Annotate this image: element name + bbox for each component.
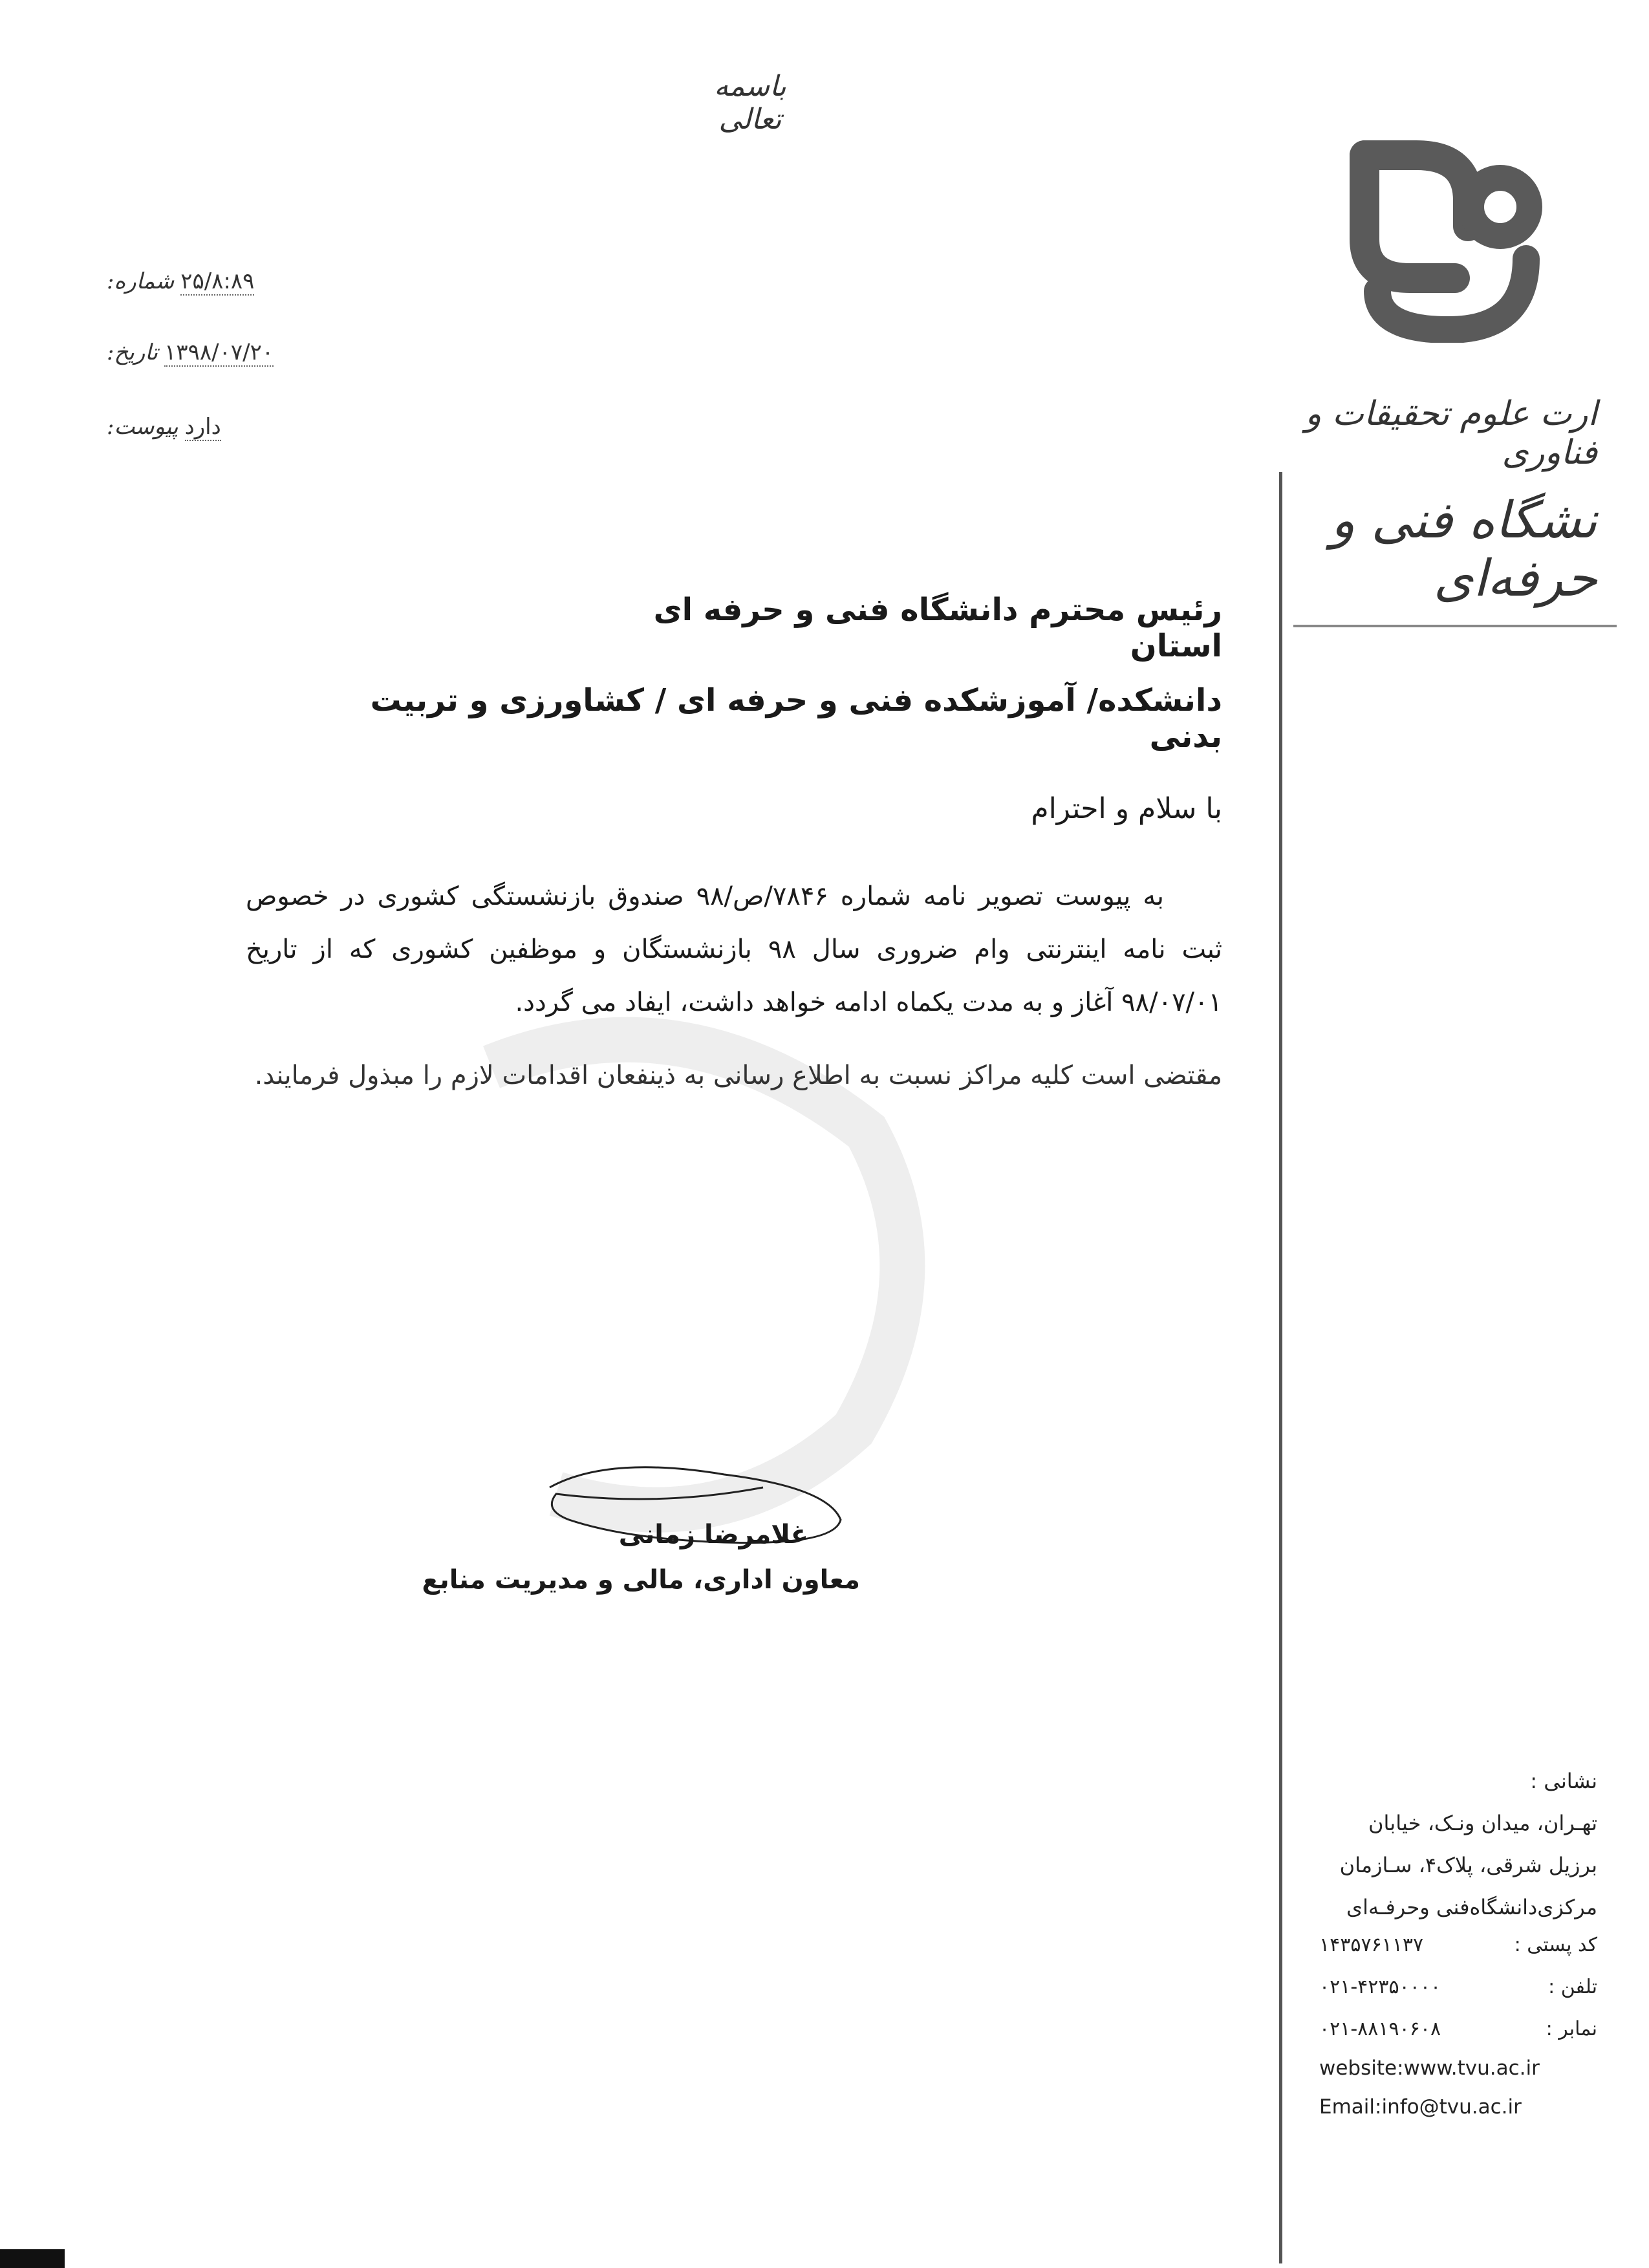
email-text: Email:info@tvu.ac.ir — [1319, 2095, 1522, 2119]
fax-row — [1319, 2018, 1597, 2040]
letter-body-paragraph: به پیوست تصویر نامه شماره ۷۸۴۶/ص/۹۸ صندوق بازنشستگی کشوری در خصوص ثبت نامه اینترنتی وام ضروری سال ۹۸ بازنشستگان و موظفین کشوری که از تاریخ ۹۸/۰۷/۰۱ آغاز و به مدت یکماه ادامه خواهد داشت، ایفاد می گردد. — [246, 881, 1222, 1017]
recipient-line-1: رئیس محترم دانشگاه فنی و حرفه ای استان — [653, 592, 1222, 664]
footer-stamp — [0, 2249, 65, 2268]
letter-closing: مقتضی است کلیه مراکز نسبت به اطلاع رسانی به ذینفعان اقدامات لازم را مبذول فرمایند. — [254, 1061, 1222, 1090]
org-university-line: نشگاه فنی و حرفه‌ای — [1330, 491, 1597, 608]
fax-value: ۰۲۱-۸۸۱۹۰۶۰۸ — [1319, 2018, 1441, 2040]
address-line-3: مرکزی‌دانشگاه‌فنی وحرفـه‌ای — [1346, 1895, 1597, 1919]
address-line-2: برزیل شرقی، پلاک۴، سـازمان — [1339, 1853, 1597, 1877]
letter-attachment-value: دارد — [184, 414, 221, 440]
fax-label: نمابر : — [1546, 2018, 1597, 2040]
letter-number-label: شماره: — [107, 268, 175, 294]
postal-code-value: ۱۴۳۵۷۶۱۱۳۷ — [1319, 1934, 1424, 1956]
signatory-name: غلامرضا زمانی — [618, 1520, 808, 1550]
bismillah: باسمه تعالی — [714, 70, 786, 136]
website-text: website:www.tvu.ac.ir — [1319, 2057, 1540, 2080]
letter-body — [246, 870, 1222, 1029]
letter-date-row — [107, 340, 301, 367]
address-line-1: تهـران، میدان ونـک، خیابان — [1368, 1811, 1597, 1835]
letter-number-value: ۲۵/۸:۸۹ — [180, 268, 255, 294]
address-label: نشانی : — [1530, 1769, 1597, 1793]
sidebar-divider — [1293, 625, 1617, 627]
postal-code-row — [1319, 1934, 1597, 1956]
recipient-line-2: دانشکده/ آموزشکده فنی و حرفه ای / کشاورزی و تربیت بدنی — [370, 682, 1222, 755]
signatory-title: معاون اداری، مالی و مدیریت منابع — [422, 1565, 860, 1595]
phone-value: ۰۲۱-۴۲۳۵۰۰۰۰ — [1319, 1976, 1441, 1998]
greeting: با سلام و احترام — [1031, 792, 1222, 825]
margin-divider — [1279, 472, 1282, 2263]
phone-row — [1319, 1976, 1597, 1998]
letter-date-label: تاریخ: — [107, 340, 158, 365]
postal-code-label: کد پستی : — [1514, 1934, 1597, 1956]
university-logo-icon — [1339, 129, 1558, 343]
letter-attachment-label: پیوست: — [107, 414, 178, 440]
letter-attachment-row — [107, 414, 301, 441]
letter-number-row — [107, 268, 301, 296]
letter-date-value: ۱۳۹۸/۰۷/۲۰ — [164, 340, 274, 365]
phone-label: تلفن : — [1548, 1976, 1597, 1998]
org-ministry-line: ارت علوم تحقیقات و فناوری — [1305, 394, 1597, 472]
